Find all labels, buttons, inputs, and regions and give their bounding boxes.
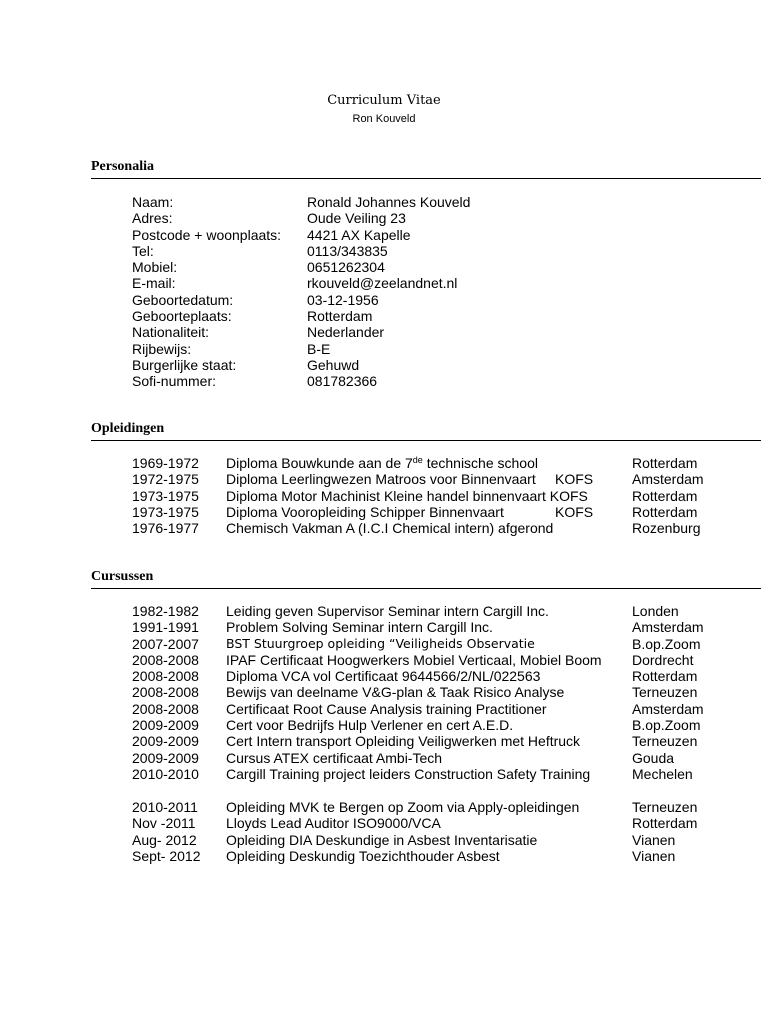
- cursus-years: 2009-2009: [132, 717, 199, 734]
- opleiding-city: Rozenburg: [632, 520, 701, 537]
- personalia-label: Adres:: [132, 210, 173, 227]
- personalia-label: Naam:: [132, 194, 174, 210]
- personalia-value: Nederlander: [307, 324, 385, 341]
- opleiding-years: 1973-1975: [132, 487, 199, 504]
- personalia-value: Oude Veiling 23: [307, 210, 406, 227]
- opleiding-description: Chemisch Vakman A (I.C.I Chemical intern) afgerond: [226, 520, 554, 537]
- cursus-years: 2010-2010: [132, 765, 199, 782]
- cursus-description: Problem Solving Seminar intern Cargill Inc.: [226, 619, 493, 636]
- cursus-description: Lloyds Lead Auditor ISO9000/VCA: [226, 815, 441, 832]
- superscript: de: [412, 455, 423, 465]
- person-name: Ron Kouveld: [352, 113, 416, 125]
- personalia-value: Ronald Johannes Kouveld: [307, 194, 471, 210]
- cursus-years: Nov -2011: [132, 815, 196, 832]
- cursus-city: Gouda: [632, 749, 675, 766]
- opleiding-years: 1972-1975: [132, 471, 199, 488]
- personalia-value: Gehuwd: [307, 356, 360, 373]
- cursus-years: 2009-2009: [132, 733, 199, 750]
- personalia-label: Geboortedatum:: [132, 291, 234, 308]
- cursus-city: Amsterdam: [632, 619, 704, 636]
- cursus-years: 2008-2008: [132, 651, 199, 668]
- opleiding-description: Diploma Motor Machinist Kleine handel binnenvaart KOFS: [226, 487, 588, 504]
- opleiding-years: 1976-1977: [132, 520, 199, 537]
- section-heading-opleidingen: Opleidingen: [91, 421, 761, 441]
- cursus-city: Mechelen: [632, 765, 693, 782]
- personalia-value: 03-12-1956: [307, 291, 379, 308]
- cursus-description: BST Stuurgroep opleiding “Veiligheids Observatie: [226, 635, 535, 651]
- cursus-description: Bewijs van deelname V&G-plan & Taak Risico Analyse: [226, 684, 565, 701]
- opleiding-city: Rotterdam: [632, 487, 698, 504]
- cursus-description: Opleiding MVK te Bergen op Zoom via Apply-opleidingen: [226, 799, 580, 815]
- opleiding-desc-prefix: Diploma Bouwkunde aan de 7: [226, 455, 413, 471]
- cursus-city: Londen: [632, 603, 679, 619]
- personalia-value: 081782366: [307, 373, 378, 390]
- opleiding-city: Amsterdam: [632, 471, 704, 488]
- personalia-value: Rotterdam: [307, 308, 373, 325]
- opleiding-description: Diploma Leerlingwezen Matroos voor Binnenvaart: [226, 471, 536, 488]
- opleiding-desc-suffix: technische school: [422, 455, 538, 471]
- cursus-description: Certificaat Root Cause Analysis training Practitioner: [226, 700, 547, 717]
- cursus-years: 2008-2008: [132, 668, 199, 685]
- cursus-city: Terneuzen: [632, 733, 698, 750]
- personalia-value: B-E: [307, 340, 331, 357]
- cursus-description: Leiding geven Supervisor Seminar intern Cargill Inc.: [226, 603, 549, 619]
- cursus-description: Cert Intern transport Opleiding Veiligwerken met Heftruck: [226, 733, 581, 750]
- cursus-years: Aug- 2012: [132, 831, 197, 848]
- cursus-description: IPAF Certificaat Hoogwerkers Mobiel Verticaal, Mobiel Boom: [226, 651, 602, 668]
- cursus-city: B.op.Zoom: [632, 717, 701, 734]
- section-heading-personalia: Personalia: [91, 159, 761, 179]
- cursus-description: Cargill Training project leiders Construction Safety Training: [226, 765, 591, 782]
- cursus-city: Amsterdam: [632, 700, 704, 717]
- document-title: Curriculum Vitae: [327, 93, 441, 108]
- opleiding-years: 1969-1972: [132, 455, 199, 471]
- personalia-value: 4421 AX Kapelle: [307, 226, 411, 243]
- opleiding-kofs: KOFS: [555, 471, 594, 488]
- cursus-city: Dordrecht: [632, 651, 694, 668]
- personalia-label: Mobiel:: [132, 259, 178, 276]
- personalia-label: Tel:: [132, 242, 154, 259]
- cursus-years: 2008-2008: [132, 684, 199, 701]
- personalia-value: rkouveld@zeelandnet.nl: [307, 275, 458, 292]
- section-heading-cursussen: Cursussen: [91, 569, 761, 589]
- personalia-value: 0113/343835: [307, 242, 388, 259]
- cursus-description: Cert voor Bedrijfs Hulp Verlener en cert A.E.D.: [226, 717, 514, 734]
- cursus-city: Rotterdam: [632, 815, 698, 832]
- cursus-city: Terneuzen: [632, 799, 698, 815]
- cursus-city: Rotterdam: [632, 668, 698, 685]
- cursus-description: Diploma VCA vol Certificaat 9644566/2/NL/022563: [226, 668, 541, 685]
- cursus-years: 2008-2008: [132, 700, 199, 717]
- cursus-years: 2007-2007: [132, 635, 199, 652]
- opleiding-description: Diploma Vooropleiding Schipper Binnenvaart: [226, 503, 504, 520]
- personalia-label: Sofi-nummer:: [132, 373, 217, 390]
- personalia-label: Postcode + woonplaats:: [132, 226, 282, 243]
- personalia-value: 0651262304: [307, 259, 385, 276]
- personalia-label: E-mail:: [132, 275, 176, 292]
- opleiding-city: Rotterdam: [632, 455, 698, 471]
- cursus-description: Opleiding Deskundig Toezichthouder Asbest: [226, 847, 500, 864]
- cursus-years: 2010-2011: [132, 799, 198, 815]
- cursus-years: 1991-1991: [132, 619, 199, 636]
- cursus-years: Sept- 2012: [132, 847, 201, 864]
- opleiding-kofs: KOFS: [555, 503, 594, 520]
- cursus-description: Opleiding DIA Deskundige in Asbest Inventarisatie: [226, 831, 538, 848]
- personalia-label: Nationaliteit:: [132, 324, 210, 341]
- opleiding-city: Rotterdam: [632, 503, 698, 520]
- cursus-city: Vianen: [632, 847, 676, 864]
- personalia-label: Burgerlijke staat:: [132, 356, 237, 373]
- personalia-label: Rijbewijs:: [132, 340, 192, 357]
- cursus-description: Cursus ATEX certificaat Ambi-Tech: [226, 749, 443, 766]
- cursus-years: 2009-2009: [132, 749, 199, 766]
- cursus-city: B.op.Zoom: [632, 635, 701, 652]
- cursus-city: Vianen: [632, 831, 676, 848]
- personalia-label: Geboorteplaats:: [132, 308, 232, 325]
- opleiding-years: 1973-1975: [132, 503, 199, 520]
- cursus-years: 1982-1982: [132, 603, 199, 619]
- opleiding-description: [226, 455, 538, 471]
- cursus-city: Terneuzen: [632, 684, 698, 701]
